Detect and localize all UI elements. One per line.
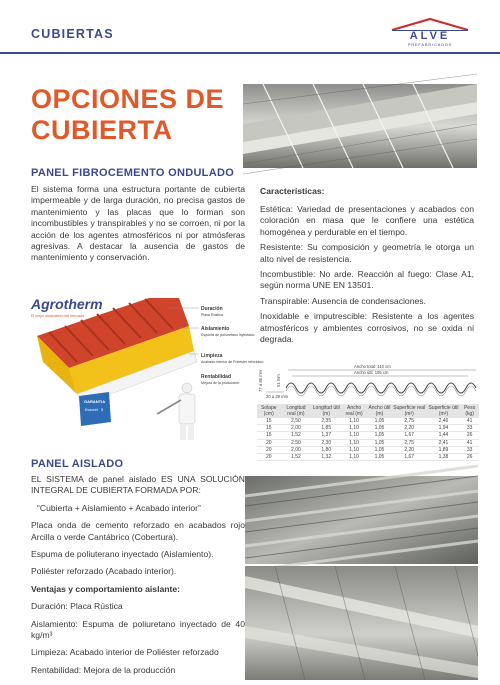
table-cell: 1,89 bbox=[427, 446, 461, 453]
aislado-heading: PANEL AISLADO bbox=[31, 458, 124, 470]
table-header-row bbox=[257, 404, 479, 418]
table-cell: 1,05 bbox=[367, 446, 392, 453]
svg-text:Placa Rústica: Placa Rústica bbox=[201, 313, 223, 317]
svg-text:Espuma de poliuretano inyectad: Espuma de poliuretano inyectado bbox=[201, 333, 255, 337]
table-cell: 1,10 bbox=[341, 446, 367, 453]
onda-label: 20 a 29 mm bbox=[266, 394, 289, 399]
caracteristica-item: Inoxidable e imputrescible: Resistente a los agentes atmosféricos y ambientes corrosivos, no se oxida ni degrada. bbox=[260, 311, 474, 345]
espesor-label: 51 mm bbox=[276, 374, 281, 387]
table-header-cell: Longitud real (m) bbox=[280, 404, 311, 418]
ventaja-item: Limpieza: Acabado interior de Poliéster reforzado bbox=[31, 647, 219, 658]
caracteristicas-title: Características: bbox=[260, 186, 325, 196]
svg-text:GARANTIA: GARANTIA bbox=[84, 399, 106, 404]
caracteristica-item: Resistente: Su composición y geometría le otorga un alto nivel de resistencia. bbox=[260, 242, 474, 264]
panel-profile-diagram bbox=[258, 362, 478, 402]
caracteristicas-block bbox=[260, 186, 474, 349]
svg-text:Rentabilidad: Rentabilidad bbox=[201, 374, 232, 380]
svg-text:Aislamiento: Aislamiento bbox=[201, 326, 230, 332]
table-cell: 1,05 bbox=[367, 418, 392, 425]
table-cell: 2,50 bbox=[280, 418, 311, 425]
aislado-formula: “Cubierta + Aislamiento + Acabado interior” bbox=[37, 502, 201, 513]
agrotherm-brand: Agrotherm bbox=[31, 296, 103, 312]
table-cell: 20 bbox=[257, 446, 280, 453]
table-cell: 2,20 bbox=[392, 425, 427, 432]
table-cell: 1,85 bbox=[311, 425, 341, 432]
table-cell: 2,20 bbox=[392, 446, 427, 453]
table-cell: 1,10 bbox=[341, 432, 367, 439]
svg-text:Euronit: Euronit bbox=[85, 407, 98, 412]
section-label: CUBIERTAS bbox=[31, 27, 114, 41]
table-header-cell: Ancho útil (m) bbox=[368, 405, 391, 417]
table-header-cell: Solape (cm) bbox=[257, 404, 280, 418]
worker-figure bbox=[157, 383, 195, 440]
alve-logo bbox=[388, 17, 472, 51]
table-cell: 1,67 bbox=[392, 432, 427, 439]
table-row bbox=[257, 425, 479, 432]
table-cell: 1,37 bbox=[311, 432, 341, 439]
page-title-line2: CUBIERTA bbox=[31, 115, 173, 145]
table-cell: 1,52 bbox=[280, 454, 311, 461]
table-cell: 2,75 bbox=[392, 418, 427, 425]
ventaja-item: Duración: Placa Rústica bbox=[31, 601, 123, 612]
svg-text:Duración: Duración bbox=[201, 306, 223, 312]
table-row bbox=[257, 446, 479, 453]
table-cell: 2,35 bbox=[311, 418, 341, 425]
svg-text:Acabado interior de Poliéster: Acabado interior de Poliéster reforzado bbox=[201, 360, 264, 364]
table-cell: 2,46 bbox=[427, 418, 461, 425]
caracteristica-item: Estética: Variedad de presentaciones y acabados con coloración en masa que le confiere una estética homogénea y perdurable en el tiempo. bbox=[260, 204, 474, 237]
table-row bbox=[257, 432, 479, 439]
table-header-cell: Superficie útil (m²) bbox=[428, 405, 459, 417]
table-row bbox=[257, 439, 479, 446]
table-cell: 33 bbox=[460, 425, 479, 432]
logo-tagline: PREFABRICADOS bbox=[407, 42, 453, 47]
table-cell: 2,75 bbox=[392, 439, 427, 446]
table-cell: 1,05 bbox=[367, 454, 392, 461]
fibrocemento-body: El sistema forma una estructura portante de cubierta impermeable y de larga duración, no precisa gastos de mantenimiento y las placas que lo forman son incombustibles y transpirables y no se corroen, ni por la acción de los agentes atmosféricos ni por atmósferas agresivas. A destacar la ausencia de gastos de mantenimiento y conservación. bbox=[31, 184, 245, 263]
aislado-paragraph: Poliéster reforzado (Acabado interior). bbox=[31, 566, 177, 577]
ancho-util-label: Ancho útil: 105 cm bbox=[354, 370, 389, 375]
aislado-paragraph: Placa onda de cemento reforzado en acabados rojo Arcilla o verde Cantábrico (Cobertura). bbox=[31, 520, 245, 542]
table-header-cell: Superficie real (m²) bbox=[393, 405, 426, 417]
table-cell: 1,10 bbox=[341, 418, 367, 425]
hall-interior-photo bbox=[245, 566, 478, 680]
ventaja-item: Aislamiento: Espuma de poliuretano inyectado de 40 kg/m³ bbox=[31, 618, 245, 641]
aislado-paragraph: Espuma de poliuterano inyectado (Aislamiento). bbox=[31, 549, 214, 560]
table-cell: 1,52 bbox=[280, 432, 311, 439]
table-cell: 1,05 bbox=[367, 439, 392, 446]
ventajas-title: Ventajas y comportamiento aislante: bbox=[31, 583, 181, 594]
table-cell: 2,00 bbox=[280, 446, 311, 453]
svg-text:5: 5 bbox=[101, 407, 104, 412]
page-title bbox=[31, 84, 241, 146]
spec-table bbox=[257, 404, 479, 461]
panel-underside-photo bbox=[245, 476, 478, 564]
ventaja-item: Rentabilidad: Mejora de la producción bbox=[31, 664, 176, 675]
table-cell: 1,67 bbox=[392, 454, 427, 461]
table-cell: 2,41 bbox=[427, 439, 461, 446]
table-cell: 41 bbox=[460, 418, 479, 425]
table-cell: 1,10 bbox=[341, 454, 367, 461]
table-cell: 33 bbox=[460, 446, 479, 453]
table-cell: 1,05 bbox=[367, 425, 392, 432]
table-cell: 26 bbox=[460, 454, 479, 461]
aislado-block bbox=[31, 474, 245, 682]
logo-roof-icon bbox=[388, 17, 472, 31]
caracteristica-item: Incombustible: No arde. Reacción al fuego: Clase A1, según norma UNE EN 13501. bbox=[260, 269, 474, 291]
table-cell: 15 bbox=[257, 432, 280, 439]
ancho-total-label: Ancho total: 110 cm bbox=[354, 364, 391, 369]
table-row bbox=[257, 418, 479, 425]
table-header-cell: Ancho real (m) bbox=[341, 404, 367, 418]
table-cell: 15 bbox=[257, 418, 280, 425]
table-cell: 1,32 bbox=[311, 454, 341, 461]
altura-label: 77 a 86 mm bbox=[258, 369, 263, 392]
agrotherm-tagline: El mejor aislamiento del mercado bbox=[31, 314, 85, 318]
page-title-line1: OPCIONES DE bbox=[31, 84, 225, 114]
table-cell: 1,80 bbox=[311, 446, 341, 453]
table-cell: 1,10 bbox=[341, 439, 367, 446]
svg-text:Limpieza: Limpieza bbox=[201, 353, 223, 359]
table-row bbox=[257, 454, 479, 461]
caracteristica-item: Transpirable: Ausencia de condensaciones. bbox=[260, 295, 426, 306]
fibrocemento-heading: PANEL FIBROCEMENTO ONDULADO bbox=[31, 167, 235, 179]
table-cell: 20 bbox=[257, 439, 280, 446]
garantia-badge bbox=[79, 392, 111, 426]
roof-interior-photo bbox=[243, 84, 477, 168]
table-cell: 41 bbox=[460, 439, 479, 446]
table-cell: 1,94 bbox=[427, 425, 461, 432]
svg-text:Mejora de la producción: Mejora de la producción bbox=[201, 381, 240, 385]
table-cell: 1,38 bbox=[427, 454, 461, 461]
table-cell: 20 bbox=[257, 454, 280, 461]
table-cell: 15 bbox=[257, 425, 280, 432]
logo-wordmark: ALVE bbox=[409, 30, 451, 42]
header-rule bbox=[0, 52, 500, 54]
table-cell: 26 bbox=[460, 432, 479, 439]
table-cell: 2,50 bbox=[280, 439, 311, 446]
table-header-cell: Longitud útil (m) bbox=[312, 405, 340, 417]
table-cell: 2,00 bbox=[280, 425, 311, 432]
table-cell: 2,30 bbox=[311, 439, 341, 446]
table-cell: 1,44 bbox=[427, 432, 461, 439]
table-header-cell: Peso (kg) bbox=[460, 404, 479, 418]
table-cell: 1,05 bbox=[367, 432, 392, 439]
table-cell: 1,10 bbox=[341, 425, 367, 432]
aislado-intro: EL SISTEMA de panel aislado ES UNA SOLUCIÓN INTEGRAL DE CUBIERTA FORMADA POR: bbox=[31, 474, 245, 496]
